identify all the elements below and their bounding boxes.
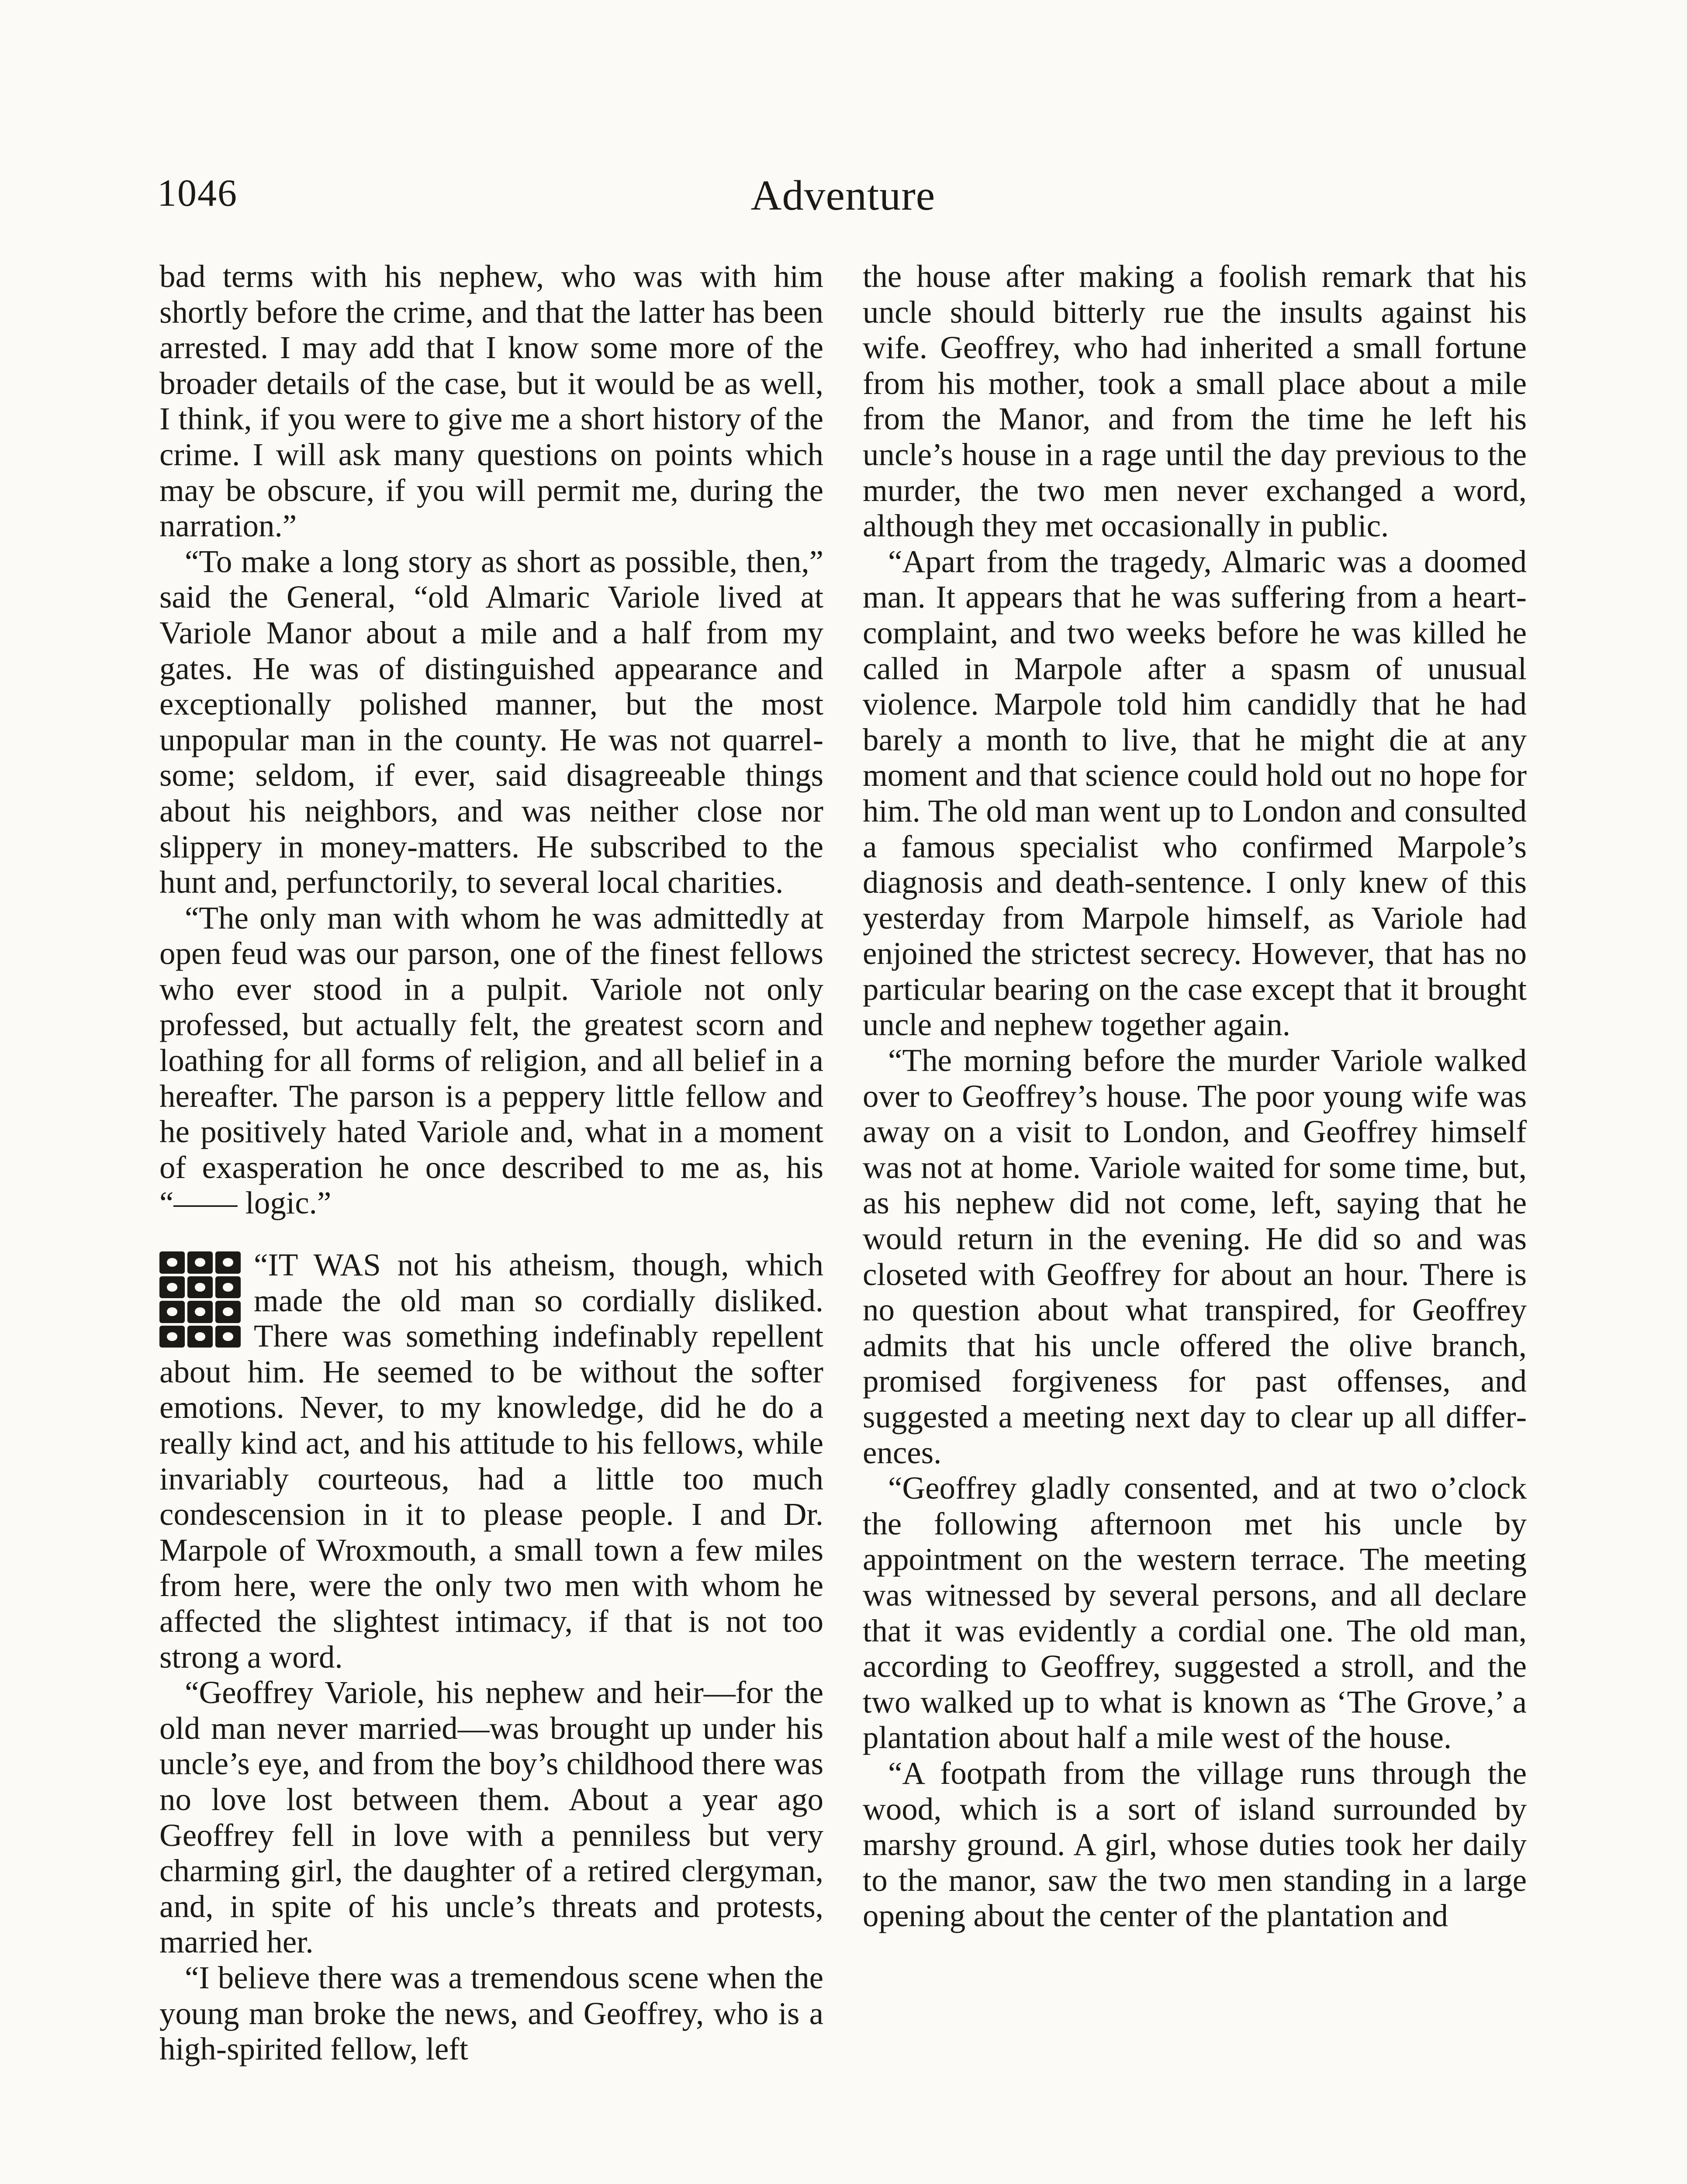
paragraph: “Apart from the tragedy, Almaric was a doomed man. It appears that he was suffering from a heart-complaint, and two weeks before he was killed he called in Marpole after a spasm of unusual violence. Marpole told him candidly that he had barely a month to live, that he might die at any moment and that science could hold out no hope for him. The old man went up to London and consulted a famous specialist who confirmed Marpole’s diagnosis and death-sentence. I only knew of this yesterday from Marpole himself, as Variole had enjoined the strictest secrecy. However, that has no particular bearing on the case except that it brought uncle and nephew together again. [863, 543, 1527, 1043]
paragraph: “To make a long story as short as possible, then,” said the General, “old Almaric Variole lived at Variole Manor about a mile and a half from my gates. He was of distinguished appearance and exceptionally polished manner, but the most unpopular man in the county. He was not quarrelsome; seldom, if ever, said disagreeable things about his neighbors, and was neither close nor slippery in money-matters. He subscribed to the hunt and, perfunctorily, to several local charities. [159, 543, 823, 900]
paragraph: “Geoffrey Variole, his nephew and heir—for the old man never married—was brought up under his uncle’s eye, and from the boy’s childhood there was no love lost between them. About a year ago Geoffrey fell in love with a penniless but very charming girl, the daughter of a retired clergyman, and, in spite of his uncle’s threats and protests, married her. [159, 1675, 823, 1960]
paragraph: “A footpath from the village runs through the wood, which is a sort of island surrounded by marshy ground. A girl, whose duties took her daily to the manor, saw the two men standing in a large opening about the center of the plantation and [863, 1755, 1527, 1934]
page-number: 1046 [157, 172, 238, 214]
paragraph: “Geoffrey gladly consented, and at two o’clock the following afternoon met his uncle by appointment on the western terrace. The meeting was witnessed by several persons, and all declare that it was evidently a cordial one. The old man, according to Geoffrey, suggested a stroll, and the two walked up to what is known as ‘The Grove,’ a plantation about half a mile west of the house. [863, 1470, 1527, 1755]
right-column [863, 259, 1527, 1934]
page-header [157, 171, 1529, 219]
paragraph: “The morning before the murder Variole walked over to Geoffrey’s house. The poor young wife was away on a visit to London, and Geoffrey himself was not at home. Variole waited for some time, but, as his nephew did not come, left, saying that he would return in the evening. He did so and was closeted with Geoffrey for about an hour. There is no question about what transpired, for Geoffrey admits that his uncle offered the olive branch, promised forgiveness for past offenses, and suggested a meeting next day to clear up all differences. [863, 1043, 1527, 1470]
running-title: Adventure [750, 172, 936, 219]
paragraph: the house after making a foolish remark that his uncle should bitterly rue the insults against his wife. Geoffrey, who had inherited a small fortune from his mother, took a small place about a mile from the Manor, and from the time he left his uncle’s house in a rage until the day previous to the murder, the two men never exchanged a word, although they met occasionally in public. [863, 259, 1527, 544]
paragraph: bad terms with his nephew, who was with him shortly before the crime, and that the latter has been arrested. I may add that I know some more of the broader details of the case, but it would be as well, I think, if you were to give me a short history of the crime. I will ask many questions on points which may be obscure, if you will permit me, during the narration.” [159, 259, 823, 544]
left-column [159, 259, 823, 2067]
paragraph: “I believe there was a tremendous scene when the young man broke the news, and Geoffrey, who is a high-spirited fellow, left [159, 1959, 823, 2067]
ornament-icon [159, 1251, 241, 1348]
paragraph: “IT WAS not his atheism, though, which made the old man so cordially disliked. There was something indefinably repellent about him. He seemed to be without the softer emotions. Never, to my knowledge, did he do a really kind act, and his attitude to his fellows, while invariably courteous, had a little too much condescension in it to please people. I and Dr. Marpole of Wroxmouth, a small town a few miles from here, were the only two men with whom he affected the slightest intimacy, if that is not too strong a word. [159, 1247, 823, 1675]
section-break-paragraph [159, 1247, 823, 1675]
paragraph: “The only man with whom he was admittedly at open feud was our parson, one of the finest fellows who ever stood in a pulpit. Variole not only professed, but actually felt, the greatest scorn and loathing for all forms of religion, and all belief in a hereafter. The parson is a peppery little fellow and he positively hated Variole and, what in a moment of exasperation he once described to me as, his “—— logic.” [159, 900, 823, 1221]
